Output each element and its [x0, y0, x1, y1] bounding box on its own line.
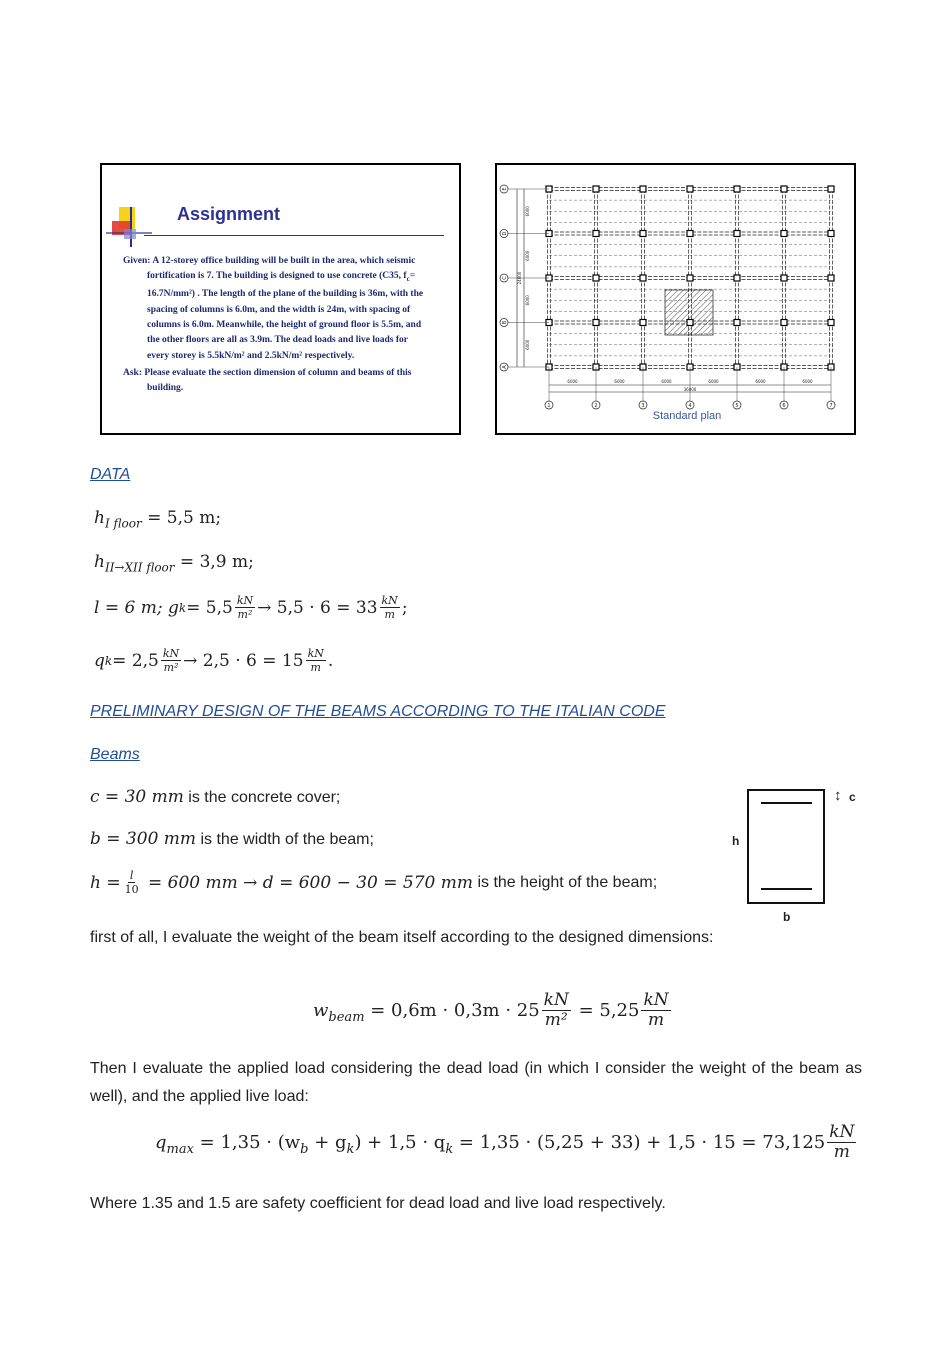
column-marker — [781, 320, 787, 326]
line-cover — [90, 787, 340, 807]
width-text: is the width of the beam; — [196, 831, 374, 848]
row-axis-label: C — [501, 276, 508, 280]
wbeam-var: w — [313, 1000, 329, 1021]
unit-num: kN — [236, 594, 254, 607]
unit-kn-m — [641, 992, 670, 1029]
unit-den: m — [310, 661, 321, 674]
side-span-label: 6000 — [525, 206, 530, 217]
qmax-c: = 1,35 · (5,25 + 33) + 1,5 · 15 = 73,125 — [453, 1132, 826, 1153]
assignment-text — [123, 254, 453, 397]
column-marker — [734, 275, 740, 281]
standard-plan-figure — [495, 163, 856, 435]
text-load: Then I evaluate the applied load considering the dead load (in which I consider the weight of the beam as well), and the applied live load: — [90, 1060, 862, 1105]
unit-num: kN — [162, 647, 180, 660]
qk-var: q — [94, 650, 105, 671]
unit-den: m² — [237, 608, 253, 621]
height-math-b: = 600 mm → d = 600 − 30 = 570 mm — [142, 872, 474, 893]
unit-den: m² — [544, 1010, 568, 1030]
span-label: 6000 — [755, 379, 766, 384]
qmax-plus: + g — [308, 1132, 347, 1153]
frac-num: l — [129, 869, 134, 882]
width-math: b = 300 mm — [90, 829, 197, 849]
qmax-sub: max — [166, 1142, 194, 1157]
cover-arrow-icon: ↕ — [834, 787, 842, 804]
frac-den: 10 — [124, 883, 139, 896]
unit-num: kN — [381, 594, 398, 607]
gk-sub: k — [346, 1142, 355, 1157]
side-span-label: 6000 — [525, 250, 530, 261]
column-marker — [781, 186, 787, 192]
label-h: h — [732, 834, 740, 848]
eq-qk — [94, 648, 333, 673]
ask-label: Ask: — [123, 367, 143, 378]
unit-num: kN — [543, 990, 569, 1010]
column-axis-label: 7 — [829, 403, 833, 409]
column-marker — [687, 320, 693, 326]
unit-den: m — [833, 1142, 850, 1162]
column-marker — [593, 231, 599, 237]
h2-sub: II→XII floor — [104, 560, 175, 575]
wbeam-b: = 5,25 — [572, 1000, 640, 1021]
column-axis-label: 1 — [547, 403, 551, 409]
gk-a: = 5,5 — [186, 597, 233, 618]
h1-sub: I floor — [104, 516, 142, 531]
qk-a: = 2,5 — [112, 650, 159, 671]
wb-sub: b — [300, 1142, 309, 1157]
given-line: A 12-storey office building will be built in the area, which seismic — [152, 256, 416, 266]
h2-var: h — [94, 552, 105, 572]
wbeam-a: = 0,6m · 0,3m · 25 — [364, 1000, 540, 1021]
column-marker — [687, 231, 693, 237]
unit-den: m² — [163, 661, 179, 674]
row-axis-label: E — [501, 187, 508, 191]
h2-rhs: = 3,9 m; — [174, 552, 254, 572]
span-label: 6000 — [661, 379, 672, 384]
span-label: 6000 — [614, 379, 625, 384]
unit-num: kN — [643, 990, 669, 1010]
column-axis-label: 4 — [688, 403, 692, 409]
slide-logo-icon — [106, 205, 152, 249]
given-line: 16.7N/mm²) . The length of the plane of the building is 36m, with the — [147, 289, 424, 300]
l-part: l = 6 m; g — [94, 597, 179, 618]
unit-kn-m2 — [235, 595, 255, 620]
ask-line: building. — [147, 383, 184, 394]
qk-sub: k — [445, 1142, 454, 1157]
column-marker — [640, 275, 646, 281]
qk-b: → 2,5 · 6 = 15 — [183, 650, 304, 671]
column-marker — [593, 320, 599, 326]
unit-kn-m — [380, 595, 400, 620]
unit-num: kN — [829, 1122, 855, 1142]
core-hatch — [665, 290, 713, 335]
unit-kn-m — [306, 648, 326, 673]
given-line: spacing of columns is 6.0m, and the width is 24m, with spacing of — [147, 304, 411, 315]
period: . — [327, 650, 334, 671]
unit-den: m — [384, 608, 395, 621]
side-span-label: 6000 — [525, 295, 530, 306]
column-marker — [687, 275, 693, 281]
semicolon: ; — [401, 597, 408, 618]
span-label: 6000 — [802, 379, 813, 384]
unit-kn-m2 — [542, 992, 571, 1029]
fc-eq: = — [409, 271, 416, 282]
column-marker — [828, 186, 834, 192]
data-heading: DATA — [90, 466, 131, 483]
unit-kn-m2 — [161, 648, 181, 673]
column-marker — [734, 231, 740, 237]
side-span-label: 6000 — [525, 339, 530, 350]
eq-h1 — [94, 508, 221, 530]
column-marker — [640, 320, 646, 326]
ask-line: Please evaluate the section dimension of column and beams of this — [144, 367, 412, 378]
plan-caption: Standard plan — [652, 410, 722, 422]
column-marker — [687, 186, 693, 192]
text-weight: first of all, I evaluate the weight of the beam itself according to the designed dimensions: — [90, 929, 714, 946]
row-axis-label: A — [501, 365, 508, 369]
given-line: every storey is 5.5kN/m² and 2.5kN/m² respectively. — [147, 350, 355, 361]
prelim-heading: PRELIMINARY DESIGN OF THE BEAMS ACCORDING TO THE ITALIAN CODE — [90, 703, 666, 720]
column-marker — [734, 186, 740, 192]
column-marker — [593, 275, 599, 281]
eq-wbeam — [313, 992, 673, 1029]
column-axis-label: 3 — [641, 403, 645, 409]
qmax-a: = 1,35 · (w — [193, 1132, 301, 1153]
line-height — [90, 870, 657, 895]
qmax-b: ) + 1,5 · q — [354, 1132, 446, 1153]
given-line: the other floors are all as 3.9m. The dead loads and live loads for — [147, 335, 408, 346]
column-marker — [781, 275, 787, 281]
eq-gk — [94, 595, 408, 620]
text-where: Where 1.35 and 1.5 are safety coefficient for dead load and live load respectively. — [90, 1195, 666, 1212]
eq-qmax — [155, 1124, 858, 1161]
label-b: b — [783, 910, 791, 924]
cover-text: is the concrete cover; — [183, 789, 341, 806]
label-c: c — [849, 790, 856, 804]
column-marker — [828, 275, 834, 281]
unit-den: m — [648, 1010, 665, 1030]
column-axis-label: 2 — [594, 403, 598, 409]
assignment-slide — [100, 163, 461, 435]
side-total-label: 24000 — [517, 271, 522, 285]
column-axis-label: 5 — [735, 403, 739, 409]
row-axis-label: D — [501, 231, 508, 236]
height-math-a: h = — [90, 872, 121, 893]
given-line: columns is 6.0m. Meanwhile, the height of ground floor is 5.5m, and — [147, 320, 422, 331]
row-axis-label: B — [501, 320, 508, 325]
beam-section-drawing — [728, 785, 858, 925]
wbeam-sub: beam — [328, 1010, 365, 1025]
column-marker — [828, 231, 834, 237]
cover-math: c = 30 mm — [90, 787, 184, 807]
column-marker — [593, 186, 599, 192]
assignment-title: Assignment — [177, 204, 281, 224]
floor-plan-grid — [497, 165, 854, 433]
given-line: fortification is 7. The building is designed to use concrete (C35, f — [147, 271, 407, 282]
qmax-var: q — [155, 1132, 167, 1153]
fc-sub: c — [406, 275, 410, 284]
column-marker — [640, 231, 646, 237]
qk-sub: k — [104, 653, 113, 668]
column-marker — [828, 320, 834, 326]
eq-h2 — [94, 552, 254, 574]
column-marker — [734, 320, 740, 326]
unit-num: kN — [307, 647, 324, 660]
height-fraction — [123, 870, 141, 895]
column-marker — [781, 231, 787, 237]
given-label: Given: — [123, 256, 151, 266]
beams-heading: Beams — [90, 746, 140, 763]
column-axis-label: 6 — [782, 403, 786, 409]
span-label: 6000 — [567, 379, 578, 384]
unit-kn-m — [827, 1124, 856, 1161]
column-marker — [640, 186, 646, 192]
height-text: is the height of the beam; — [473, 873, 658, 891]
h1-rhs: = 5,5 m; — [141, 508, 222, 528]
total-length-label: 36000 — [683, 387, 697, 392]
beam-section-figure — [728, 785, 858, 925]
line-width — [90, 829, 374, 849]
h1-var: h — [94, 508, 105, 528]
gk-b: → 5,5 · 6 = 33 — [257, 597, 378, 618]
title-underline — [144, 235, 444, 236]
gk-sub: k — [178, 600, 187, 615]
span-label: 6000 — [708, 379, 719, 384]
